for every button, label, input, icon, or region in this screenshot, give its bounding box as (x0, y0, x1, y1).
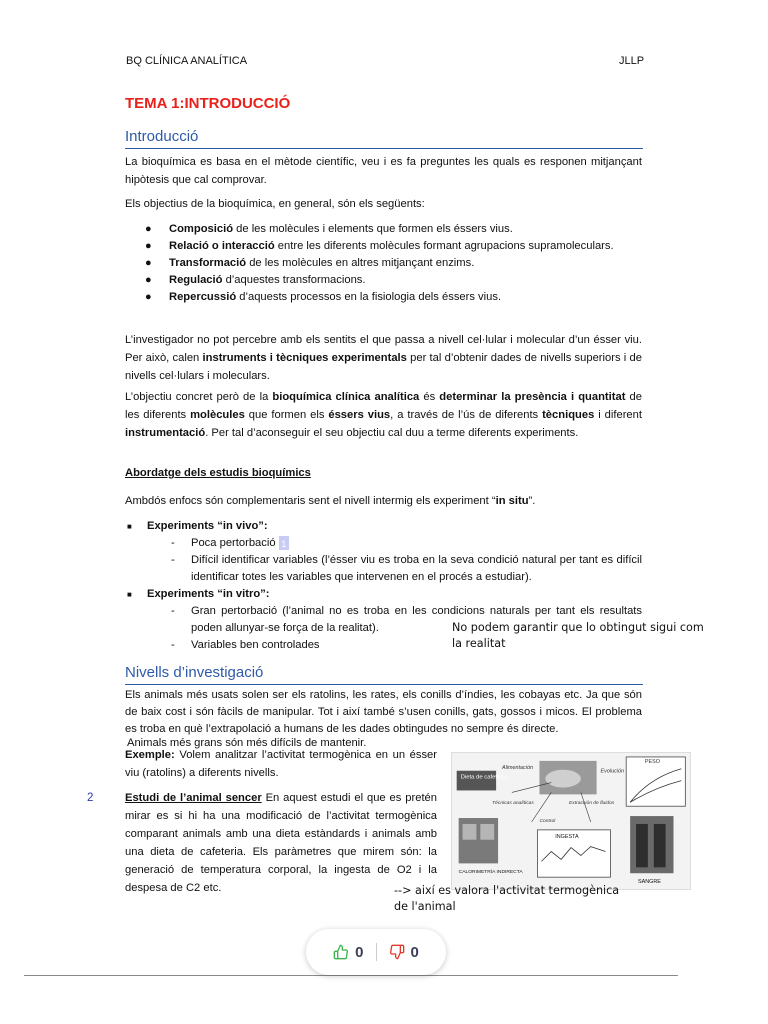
paragraph-animals: Els animals més usats solen ser els ratolins, les rates, els conills d’índies, les cobayas etc. Ja que són de baix cost i són fàcils de manipular. Tot i així també s’usen conills, gats, gossos i micos. El problema es troba en què l’extrapolació a humans de les dades obtingudes no sempre és directe. (125, 689, 642, 735)
svg-text:SANGRE: SANGRE (638, 879, 661, 886)
paragraph-exemple: Exemple: Volem analitzar l’activitat termogènica en un ésser viu (ratolins) a diferents nivells. (125, 749, 437, 779)
downvote-count: 0 (410, 943, 419, 961)
svg-text:Control: Control (539, 818, 556, 824)
svg-text:CALORIMETRÍA INDIRECTA: CALORIMETRÍA INDIRECTA (458, 870, 523, 876)
in-vivo-heading: ■ Experiments “in vivo”: (127, 520, 268, 532)
list-item-bold: Relació o interacció (169, 240, 275, 252)
chapter-title: TEMA 1:INTRODUCCIÓ (125, 95, 291, 112)
svg-text:Técnicas analíticas: Técnicas analíticas (492, 801, 534, 807)
svg-text:Evolución: Evolución (600, 768, 625, 775)
list-item-bold: Regulació (169, 274, 223, 286)
objectives-list (125, 221, 642, 306)
thumbs-up-icon (333, 944, 349, 960)
annotation-note: No podem garantir que lo obtingut sigui com la realitat (452, 621, 704, 650)
list-item: ● Composició de les molècules i elements que formen els éssers vius. (145, 223, 513, 235)
page-marker-number: 2 (87, 792, 94, 804)
downvote-button[interactable] (377, 944, 431, 961)
header-right: JLLP (619, 55, 645, 67)
list-item-text: entre les diferents molècules formant agrupacions supramoleculars. (274, 240, 614, 252)
list-item: ● Transformació de les molècules en altres mitjançant enzims. (145, 257, 475, 269)
vote-bar (306, 929, 446, 975)
list-item-bold: Transformació (169, 257, 247, 269)
list-item-bold: Repercussió (169, 291, 237, 303)
section-heading-nivells: Nivells d’investigació (125, 664, 643, 685)
list-item-bold: Composició (169, 223, 234, 235)
list-item: ● Relació o interacció entre les diferents molècules formant agrupacions supramoleculars. (145, 240, 614, 252)
svg-text:Dieta de cafeteria: Dieta de cafeteria (460, 774, 507, 781)
svg-text:PESO: PESO (644, 758, 660, 765)
svg-text:INGESTA: INGESTA (555, 833, 579, 840)
paragraph-estudi: Estudi de l’animal sencer En aquest estudi el que es pretén mirar es si hi ha una modificació de l’activitat termogènica comparant animals amb una dieta estàndards i animals amb una dieta de cafeteria. Els paràmetres que mirem són: la generació de temperatura corporal, la ingesta de O2 i la despesa de C2 etc. (125, 792, 437, 894)
list-item-text: de les molècules i elements que formen els éssers vius. (233, 223, 513, 235)
svg-text:Extracción de fluidos: Extracción de fluidos (569, 801, 615, 807)
svg-text:Alimentación: Alimentación (502, 764, 533, 771)
header-left: BQ CLÍNICA ANALÍTICA (126, 55, 248, 67)
annotation-note: --> així es valora l'activitat termogènica de l'animal (394, 884, 620, 913)
list-item: - Difícil identificar variables (l’ésser viu es troba en la seva condició natural per tant es difícil identificar totes les variables que intervenen en el procés a estudiar). (171, 554, 642, 583)
page-bottom-divider (24, 975, 678, 976)
annotation-note: Animals més grans són més difícils de mantenir. (127, 737, 367, 749)
paragraph-investigador: L’investigador no pot percebre amb els sentits el que passa a nivell cel·lular i molecular d’un ésser viu. Per això, calen instruments i tècniques experimentals per tal d’obtenir dades de nivells superiors i de nivells cel·lulars i moleculars. (125, 334, 642, 382)
upvote-button[interactable] (321, 944, 375, 961)
list-item: - Poca pertorbació 1 (125, 535, 642, 552)
thumbs-down-icon (389, 944, 405, 960)
paragraph-objectives: Els objectius de la bioquímica, en general, són els següents: (125, 198, 425, 210)
paragraph-ambdos: Ambdós enfocs són complementaris sent el nivell intermig els experiment “in situ”. (125, 495, 536, 507)
list-item-text: de les molècules en altres mitjançant enzims. (246, 257, 475, 269)
section-heading-introduccio: Introducció (125, 128, 643, 149)
subheading-abordatge: Abordatge dels estudis bioquímics (125, 467, 311, 479)
paragraph-objectiu: L’objectiu concret però de la bioquímica clínica analítica és determinar la presència i quantitat de les diferents molècules que formen els éssers vius, a través de l’ús de diferents tècniques i diferent instrumentació. Per tal d’aconseguir el seu objectiu cal duu a terme diferents experiments. (125, 391, 642, 439)
list-item-text: d’aquestes transformacions. (222, 274, 366, 286)
in-vitro-heading: ■ Experiments “in vitro”: (127, 588, 270, 600)
comment-marker[interactable]: 1 (279, 536, 289, 550)
list-item: - Variables ben controlades (171, 639, 320, 651)
list-item: ● Repercussió d’aquests processos en la fisiologia dels éssers vius. (145, 291, 502, 303)
list-item: - Gran pertorbació (l’animal no es troba en les condicions naturals per tant els resultats poden allunyar-se força de la realitat). (171, 605, 642, 634)
list-item-text: d’aquests processos en la fisiologia dels éssers vius. (236, 291, 502, 303)
list-item: ● Regulació d’aquestes transformacions. (145, 274, 366, 286)
upvote-count: 0 (355, 943, 364, 961)
paragraph-intro: La bioquímica es basa en el mètode científic, veu i es fa preguntes les quals es responen mitjançant hipòtesis que cal comprovar. (125, 156, 642, 186)
experiment-diagram-image (451, 752, 691, 890)
